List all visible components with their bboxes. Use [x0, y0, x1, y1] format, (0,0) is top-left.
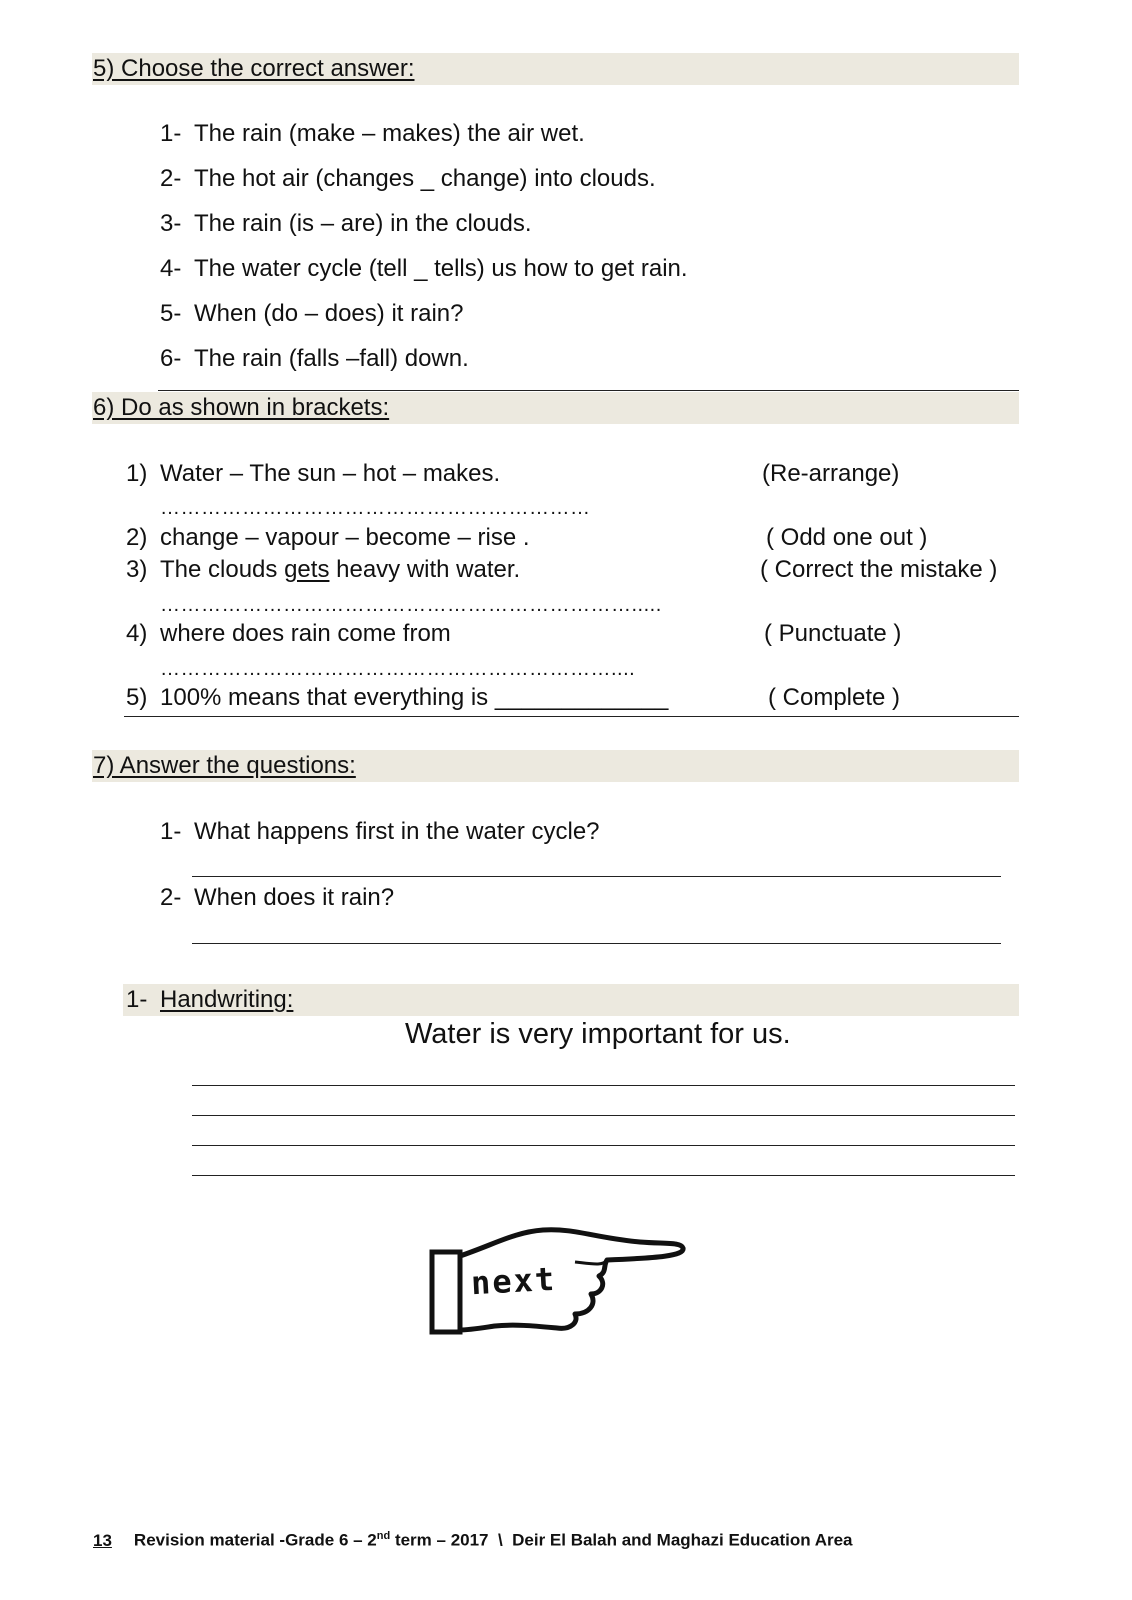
s5-item-3: [160, 209, 532, 239]
section5-title: 5) Choose the correct answer:: [93, 55, 415, 82]
s6-item-5: [126, 683, 668, 713]
footer-sup: nd: [376, 1530, 391, 1542]
s7-question-2-text: When does it rain?: [194, 884, 395, 911]
s5-item-5-num: 5-: [160, 300, 182, 327]
page-number: 13: [93, 1530, 112, 1550]
s5-item-4-num: 4-: [160, 255, 182, 282]
s6-item-4-num: 4): [126, 620, 148, 647]
handwriting-line-2[interactable]: [192, 1115, 1015, 1116]
s6-item-1-text: Water – The sun – hot – makes.: [160, 460, 501, 487]
s6-item-3-num: 3): [126, 556, 148, 583]
s6-item-1: [126, 459, 500, 489]
s7-question-1: [160, 817, 600, 847]
handwriting-header: [126, 985, 293, 1015]
s7-question-1-num: 1-: [160, 818, 182, 845]
handwriting-line-3[interactable]: [192, 1145, 1015, 1146]
handwriting-sentence: Water is very important for us.: [405, 1018, 791, 1050]
s5-item-6-text: The rain (falls –fall) down.: [194, 345, 469, 372]
s5-item-1-num: 1-: [160, 120, 182, 147]
section6-title: 6) Do as shown in brackets:: [93, 394, 390, 421]
s6-item-3-text-after: heavy with water.: [329, 556, 521, 583]
s6-item-3: [126, 555, 520, 585]
s5-item-1-text: The rain (make – makes) the air wet.: [194, 120, 585, 147]
pointing-hand-icon: [425, 1222, 690, 1342]
s5-item-6-num: 6-: [160, 345, 182, 372]
s5-item-2: [160, 164, 656, 194]
s6-item-5-hint: ( Complete ): [768, 684, 901, 711]
footer-text-a: Revision material -Grade 6 – 2: [133, 1530, 377, 1550]
s7-answer-line-2[interactable]: [192, 943, 1001, 944]
s6-item-1-num: 1): [126, 460, 148, 487]
s5-item-6: [160, 344, 469, 374]
s6-item-2-num: 2): [126, 524, 148, 551]
next-pointing-hand[interactable]: [425, 1222, 690, 1342]
s7-question-2: [160, 883, 394, 913]
s6-item-3-mistake-word: gets: [284, 556, 330, 583]
s6-item-3-answer-dots[interactable]: …………………………………………………………….....: [160, 594, 662, 616]
s6-item-1-answer-dots[interactable]: ………………………………………………………: [160, 497, 591, 519]
s5-item-5-text: When (do – does) it rain?: [194, 300, 464, 327]
next-label: next: [470, 1259, 557, 1303]
section7-title: 7) Answer the questions:: [93, 752, 356, 779]
s6-item-1-hint: (Re-arrange): [762, 460, 900, 487]
s6-item-3-text-before: The clouds: [160, 556, 285, 583]
s7-question-2-num: 2-: [160, 884, 182, 911]
s6-divider: [124, 716, 1019, 717]
s7-answer-line-1[interactable]: [192, 876, 1001, 877]
handwriting-num: 1-: [126, 986, 148, 1013]
s5-item-5: [160, 299, 463, 329]
s6-item-4-text: where does rain come from: [160, 620, 451, 647]
s6-item-4-answer-dots[interactable]: …………………………………………………………....: [160, 658, 636, 680]
handwriting-line-1[interactable]: [192, 1085, 1015, 1086]
handwriting-line-4[interactable]: [192, 1175, 1015, 1176]
s7-question-1-text: What happens first in the water cycle?: [194, 818, 600, 845]
s5-item-3-text: The rain (is – are) in the clouds.: [194, 210, 532, 237]
s6-item-4-hint: ( Punctuate ): [764, 620, 902, 647]
s6-item-3-hint: ( Correct the mistake ): [760, 556, 998, 583]
handwriting-title: Handwriting:: [160, 986, 294, 1013]
s6-item-2-text: change – vapour – become – rise .: [160, 524, 530, 551]
s5-item-3-num: 3-: [160, 210, 182, 237]
s5-item-4-text: The water cycle (tell _ tells) us how to get rain.: [194, 255, 688, 282]
s6-item-4: [126, 619, 451, 649]
s5-divider: [158, 390, 1019, 391]
s6-item-2: [126, 523, 530, 553]
s5-item-2-num: 2-: [160, 165, 182, 192]
s6-item-5-num: 5): [126, 684, 148, 711]
s5-item-4: [160, 254, 688, 284]
s6-item-2-hint: ( Odd one out ): [766, 524, 928, 551]
s5-item-1: [160, 119, 585, 149]
s5-item-2-text: The hot air (changes _ change) into clouds.: [194, 165, 656, 192]
footer: [93, 1530, 853, 1551]
footer-text-b: term – 2017 \ Deir El Balah and Maghazi Education Area: [390, 1530, 853, 1550]
s6-item-5-text: 100% means that everything is _____________: [160, 684, 669, 711]
